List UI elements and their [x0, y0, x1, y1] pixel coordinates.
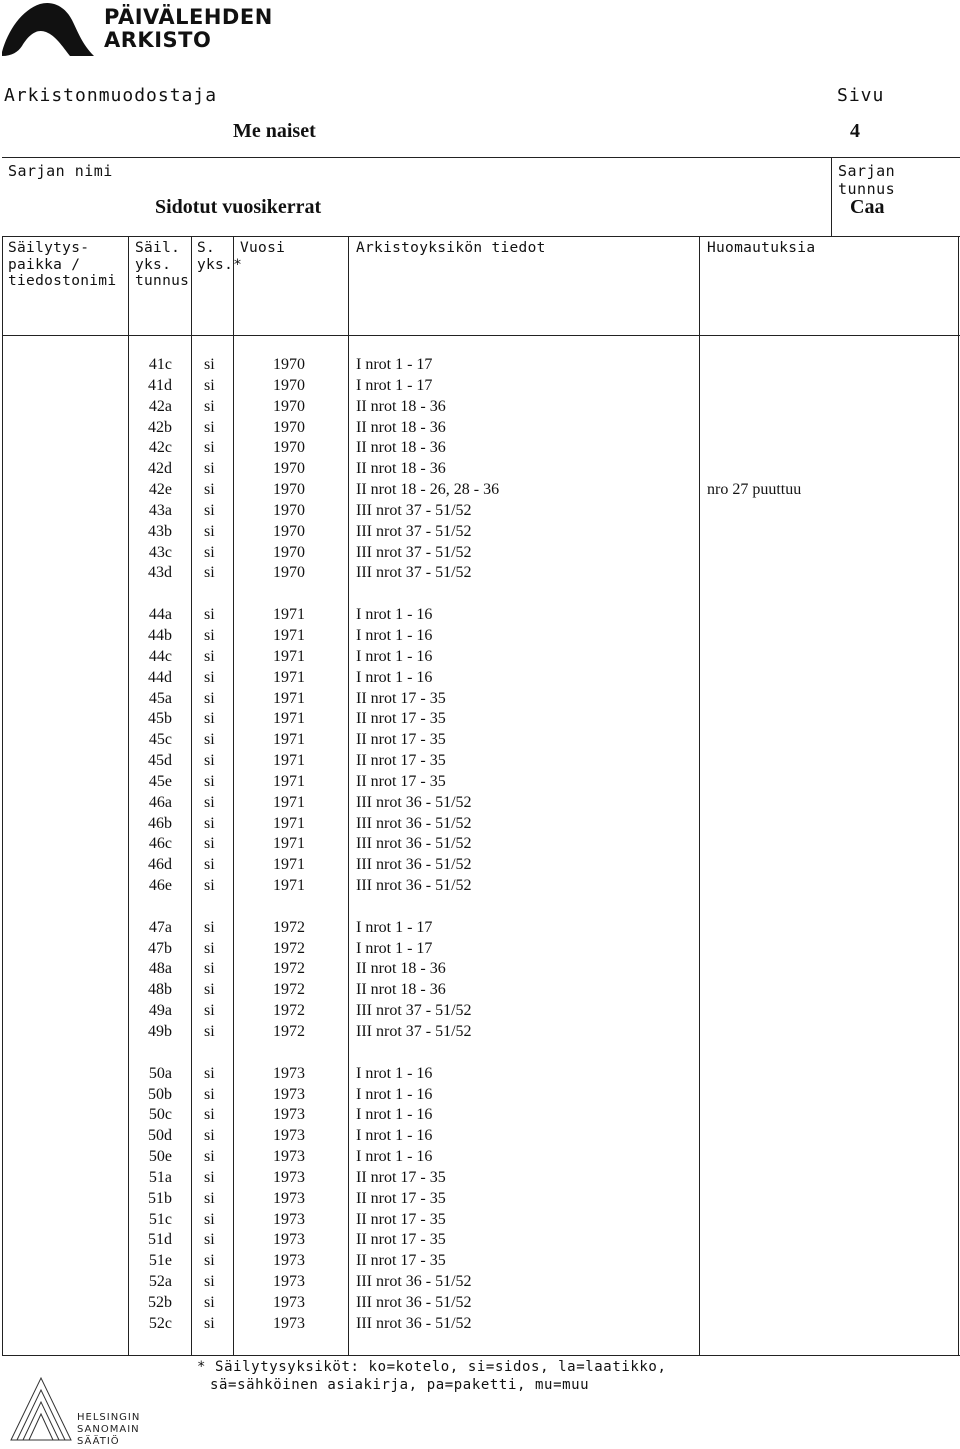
cell-year: 1971: [273, 772, 305, 790]
cell-unit-id: 50b: [148, 1085, 172, 1103]
table-row: [0, 1001, 960, 1022]
cell-info: III nrot 37 - 51/52: [356, 501, 472, 519]
cell-unit-type: si: [204, 418, 215, 436]
cell-year: 1972: [273, 1023, 305, 1040]
foundation-line-1: HELSINGIN: [77, 1412, 141, 1423]
cell-info: II nrot 17 - 35: [356, 689, 446, 707]
cell-year: 1970: [273, 376, 305, 394]
cell-unit-id: 45d: [148, 752, 172, 770]
cell-year: 1970: [273, 356, 305, 373]
cell-info: III nrot 37 - 51/52: [356, 1023, 472, 1040]
cell-year: 1971: [273, 668, 305, 686]
group-spacer: [0, 897, 960, 918]
cell-year: 1971: [273, 647, 305, 665]
cell-info: III nrot 36 - 51/52: [356, 856, 472, 874]
cell-year: 1973: [273, 1252, 305, 1270]
cell-info: I nrot 1 - 16: [356, 1064, 433, 1082]
cell-year: 1970: [273, 481, 305, 499]
table-row: [0, 1105, 960, 1126]
cell-unit-id: 49b: [148, 1023, 172, 1040]
cell-unit-id: 49a: [148, 1002, 172, 1020]
cell-info: I nrot 1 - 16: [356, 647, 433, 665]
cell-year: 1971: [273, 835, 305, 853]
cell-year: 1971: [273, 752, 305, 770]
cell-unit-type: si: [204, 1023, 215, 1040]
table-row: [0, 543, 960, 564]
table-row: [0, 772, 960, 793]
table-row: [0, 1126, 960, 1147]
cell-unit-type: si: [204, 481, 215, 499]
cell-unit-id: 51d: [148, 1231, 172, 1249]
cell-year: 1972: [273, 918, 305, 936]
table-row: [0, 876, 960, 897]
cell-year: 1973: [273, 1273, 305, 1291]
brand-line-2: ARKISTO: [104, 28, 212, 52]
cell-year: 1973: [273, 1189, 305, 1207]
cell-unit-type: si: [204, 981, 215, 999]
cell-unit-id: 44d: [148, 668, 172, 686]
cell-info: I nrot 1 - 17: [356, 939, 433, 957]
table-body: [0, 355, 960, 1335]
cell-unit-type: si: [204, 626, 215, 644]
cell-year: 1972: [273, 1002, 305, 1020]
cell-info: II nrot 18 - 26, 28 - 36: [356, 481, 500, 499]
cell-info: III nrot 36 - 51/52: [356, 793, 472, 811]
cell-info: II nrot 17 - 35: [356, 1252, 446, 1270]
cell-unit-id: 44b: [148, 626, 172, 644]
table-row: [0, 814, 960, 835]
cell-unit-type: si: [204, 522, 215, 540]
cell-year: 1973: [273, 1210, 305, 1228]
table-row: [0, 959, 960, 980]
table-row: [0, 751, 960, 772]
cell-unit-id: 45a: [148, 689, 172, 707]
table-row: [0, 1293, 960, 1314]
cell-year: 1970: [273, 439, 305, 457]
cell-unit-id: 50a: [148, 1064, 172, 1082]
table-row: [0, 626, 960, 647]
table-row: [0, 1147, 960, 1168]
cell-unit-type: si: [204, 1127, 215, 1145]
table-row: [0, 1085, 960, 1106]
column-header-unit-type: S. yks.*: [197, 240, 243, 273]
cell-unit-type: si: [204, 918, 215, 936]
cell-unit-id: 41d: [148, 376, 172, 394]
cell-info: I nrot 1 - 16: [356, 1106, 433, 1124]
cell-info: III nrot 36 - 51/52: [356, 1273, 472, 1291]
cell-unit-type: si: [204, 647, 215, 665]
cell-unit-type: si: [204, 960, 215, 978]
cell-unit-id: 44c: [148, 647, 172, 665]
cell-year: 1970: [273, 543, 305, 561]
table-row: [0, 563, 960, 584]
column-header-unit-id: Säil. yks. tunnus: [135, 240, 190, 289]
cell-unit-id: 42b: [148, 418, 172, 436]
cell-info: I nrot 1 - 16: [356, 1127, 433, 1145]
cell-unit-id: 46a: [148, 793, 172, 811]
table-row: [0, 1272, 960, 1293]
table-row: [0, 793, 960, 814]
cell-unit-type: si: [204, 606, 215, 624]
cell-unit-type: si: [204, 814, 215, 832]
group-spacer: [0, 584, 960, 605]
footnote: [197, 1358, 667, 1394]
series-id-label: Sarjan tunnus: [838, 162, 896, 198]
table-row: [0, 501, 960, 522]
cell-info: II nrot 18 - 36: [356, 960, 446, 978]
cell-year: 1970: [273, 501, 305, 519]
table-row: [0, 1168, 960, 1189]
paivalehden-arkisto-logo-icon: [0, 0, 100, 60]
cell-unit-type: si: [204, 460, 215, 478]
cell-year: 1972: [273, 939, 305, 957]
cell-info: II nrot 17 - 35: [356, 731, 446, 749]
cell-unit-id: 50d: [148, 1127, 172, 1145]
cell-info: II nrot 18 - 36: [356, 460, 446, 478]
cell-info: II nrot 17 - 35: [356, 772, 446, 790]
cell-year: 1973: [273, 1168, 305, 1186]
cell-year: 1972: [273, 960, 305, 978]
cell-unit-id: 48b: [148, 981, 172, 999]
cell-year: 1973: [273, 1314, 305, 1332]
cell-note: nro 27 puuttuu: [707, 481, 802, 499]
cell-unit-type: si: [204, 1189, 215, 1207]
document-title: Me naiset: [233, 120, 316, 142]
cell-unit-type: si: [204, 1106, 215, 1124]
cell-info: III nrot 36 - 51/52: [356, 1293, 472, 1311]
cell-unit-id: 47b: [148, 939, 172, 957]
cell-unit-type: si: [204, 731, 215, 749]
cell-unit-type: si: [204, 1210, 215, 1228]
cell-unit-type: si: [204, 356, 215, 373]
app-name: Arkistonmuodostaja: [4, 85, 218, 106]
brand-line-1: PÄIVÄLEHDEN: [104, 5, 273, 29]
table-row: [0, 918, 960, 939]
foundation-line-3: SÄÄTIÖ: [77, 1436, 120, 1445]
table-row: [0, 668, 960, 689]
cell-info: III nrot 36 - 51/52: [356, 835, 472, 853]
cell-info: I nrot 1 - 17: [356, 356, 433, 373]
cell-unit-id: 43a: [148, 501, 172, 519]
cell-unit-type: si: [204, 439, 215, 457]
cell-year: 1973: [273, 1085, 305, 1103]
table-row: [0, 855, 960, 876]
cell-info: II nrot 17 - 35: [356, 1168, 446, 1186]
divider: [2, 1355, 960, 1356]
cell-year: 1970: [273, 460, 305, 478]
cell-unit-id: 51a: [148, 1168, 172, 1186]
cell-unit-type: si: [204, 1064, 215, 1082]
foundation-line-2: SANOMAIN: [77, 1424, 140, 1435]
cell-year: 1971: [273, 877, 305, 895]
cell-info: I nrot 1 - 16: [356, 626, 433, 644]
cell-year: 1970: [273, 397, 305, 415]
table-row: [0, 1022, 960, 1043]
footnote-line-1: * Säilytysyksiköt: ko=kotelo, si=sidos, la=laatikko,: [197, 1359, 667, 1375]
table-row: [0, 1189, 960, 1210]
cell-year: 1971: [273, 606, 305, 624]
cell-year: 1971: [273, 814, 305, 832]
cell-info: III nrot 36 - 51/52: [356, 814, 472, 832]
cell-unit-id: 50c: [148, 1106, 172, 1124]
table-row: [0, 689, 960, 710]
group-spacer: [0, 1043, 960, 1064]
cell-year: 1970: [273, 522, 305, 540]
column-header-year: Vuosi: [240, 240, 286, 256]
cell-unit-type: si: [204, 772, 215, 790]
cell-unit-id: 51c: [148, 1210, 172, 1228]
table-row: [0, 730, 960, 751]
divider: [2, 157, 960, 158]
cell-year: 1973: [273, 1293, 305, 1311]
cell-unit-type: si: [204, 1314, 215, 1332]
cell-unit-type: si: [204, 1085, 215, 1103]
cell-unit-id: 46e: [148, 877, 172, 895]
cell-unit-id: 52b: [148, 1293, 172, 1311]
cell-unit-id: 42d: [148, 460, 172, 478]
cell-info: III nrot 37 - 51/52: [356, 564, 472, 582]
cell-unit-id: 48a: [148, 960, 172, 978]
cell-unit-type: si: [204, 668, 215, 686]
cell-unit-type: si: [204, 397, 215, 415]
cell-unit-type: si: [204, 1002, 215, 1020]
cell-unit-id: 52c: [148, 1314, 172, 1332]
cell-unit-type: si: [204, 376, 215, 394]
cell-unit-type: si: [204, 501, 215, 519]
cell-unit-id: 46d: [148, 856, 172, 874]
table-row: [0, 939, 960, 960]
table-row: [0, 1314, 960, 1335]
table-row: [0, 418, 960, 439]
cell-unit-type: si: [204, 877, 215, 895]
cell-unit-type: si: [204, 1273, 215, 1291]
divider: [2, 236, 960, 237]
table-row: [0, 834, 960, 855]
series-name: Sidotut vuosikerrat: [155, 196, 322, 218]
cell-info: I nrot 1 - 16: [356, 668, 433, 686]
cell-unit-type: si: [204, 710, 215, 728]
table-row: [0, 355, 960, 376]
table-row: [0, 1230, 960, 1251]
cell-unit-id: 51e: [148, 1252, 172, 1270]
cell-unit-type: si: [204, 1252, 215, 1270]
cell-info: II nrot 17 - 35: [356, 1231, 446, 1249]
cell-unit-id: 52a: [148, 1273, 172, 1291]
cell-unit-id: 45b: [148, 710, 172, 728]
cell-info: II nrot 17 - 35: [356, 752, 446, 770]
cell-unit-id: 43d: [148, 564, 172, 582]
helsingin-sanomain-saatio-logo-icon: [5, 1370, 155, 1445]
table-row: [0, 1210, 960, 1231]
cell-unit-id: 42a: [148, 397, 172, 415]
cell-year: 1972: [273, 981, 305, 999]
cell-year: 1973: [273, 1106, 305, 1124]
table-row: [0, 522, 960, 543]
cell-info: I nrot 1 - 16: [356, 606, 433, 624]
cell-unit-id: 51b: [148, 1189, 172, 1207]
cell-year: 1970: [273, 418, 305, 436]
cell-info: III nrot 36 - 51/52: [356, 1314, 472, 1332]
cell-unit-type: si: [204, 689, 215, 707]
table-row: [0, 480, 960, 501]
cell-info: I nrot 1 - 17: [356, 918, 433, 936]
table-row: [0, 709, 960, 730]
cell-year: 1971: [273, 710, 305, 728]
cell-unit-id: 41c: [148, 356, 172, 373]
brand-name: [104, 6, 273, 52]
cell-unit-type: si: [204, 1148, 215, 1166]
cell-unit-type: si: [204, 835, 215, 853]
cell-unit-id: 46c: [148, 835, 172, 853]
table-row: [0, 438, 960, 459]
cell-info: III nrot 37 - 51/52: [356, 543, 472, 561]
cell-year: 1973: [273, 1231, 305, 1249]
footnote-line-2: sä=sähköinen asiakirja, pa=paketti, mu=muu: [210, 1377, 590, 1393]
cell-year: 1971: [273, 793, 305, 811]
cell-unit-id: 42c: [148, 439, 172, 457]
cell-year: 1973: [273, 1127, 305, 1145]
cell-info: II nrot 17 - 35: [356, 1189, 446, 1207]
cell-info: II nrot 18 - 36: [356, 439, 446, 457]
cell-unit-type: si: [204, 1168, 215, 1186]
cell-info: III nrot 37 - 51/52: [356, 522, 472, 540]
table-row: [0, 1251, 960, 1272]
cell-year: 1973: [273, 1064, 305, 1082]
cell-year: 1971: [273, 856, 305, 874]
series-name-label: Sarjan nimi: [8, 162, 113, 180]
cell-info: III nrot 37 - 51/52: [356, 1002, 472, 1020]
column-header-notes: Huomautuksia: [707, 240, 816, 256]
cell-info: III nrot 36 - 51/52: [356, 877, 472, 895]
cell-year: 1970: [273, 564, 305, 582]
cell-unit-type: si: [204, 543, 215, 561]
table-row: [0, 647, 960, 668]
cell-unit-id: 42e: [148, 481, 172, 499]
cell-unit-type: si: [204, 752, 215, 770]
cell-year: 1971: [273, 626, 305, 644]
series-id: Caa: [850, 196, 885, 218]
table-row: [0, 376, 960, 397]
cell-unit-id: 50e: [148, 1148, 172, 1166]
cell-info: I nrot 1 - 16: [356, 1148, 433, 1166]
cell-unit-type: si: [204, 564, 215, 582]
column-header-info: Arkistoyksikön tiedot: [356, 240, 546, 256]
cell-unit-type: si: [204, 856, 215, 874]
table-row: [0, 1064, 960, 1085]
table-row: [0, 605, 960, 626]
column-header-location: Säilytys- paikka / tiedostonimi: [8, 240, 117, 289]
cell-info: I nrot 1 - 16: [356, 1085, 433, 1103]
cell-unit-id: 46b: [148, 814, 172, 832]
page-label: Sivu: [837, 85, 885, 106]
cell-unit-id: 44a: [148, 606, 172, 624]
table-row: [0, 397, 960, 418]
cell-info: I nrot 1 - 17: [356, 376, 433, 394]
cell-unit-type: si: [204, 1293, 215, 1311]
cell-unit-id: 43b: [148, 522, 172, 540]
cell-unit-type: si: [204, 793, 215, 811]
cell-info: II nrot 18 - 36: [356, 981, 446, 999]
cell-info: II nrot 18 - 36: [356, 397, 446, 415]
table-row: [0, 980, 960, 1001]
cell-unit-type: si: [204, 1231, 215, 1249]
cell-info: II nrot 17 - 35: [356, 710, 446, 728]
divider: [2, 335, 960, 336]
cell-info: II nrot 17 - 35: [356, 1210, 446, 1228]
divider: [831, 157, 832, 237]
cell-unit-id: 47a: [148, 918, 172, 936]
page-number: 4: [850, 120, 860, 142]
cell-unit-type: si: [204, 939, 215, 957]
cell-year: 1971: [273, 731, 305, 749]
cell-info: II nrot 18 - 36: [356, 418, 446, 436]
cell-unit-id: 45e: [148, 772, 172, 790]
cell-year: 1971: [273, 689, 305, 707]
cell-unit-id: 45c: [148, 731, 172, 749]
cell-year: 1973: [273, 1148, 305, 1166]
cell-unit-id: 43c: [148, 543, 172, 561]
table-row: [0, 459, 960, 480]
